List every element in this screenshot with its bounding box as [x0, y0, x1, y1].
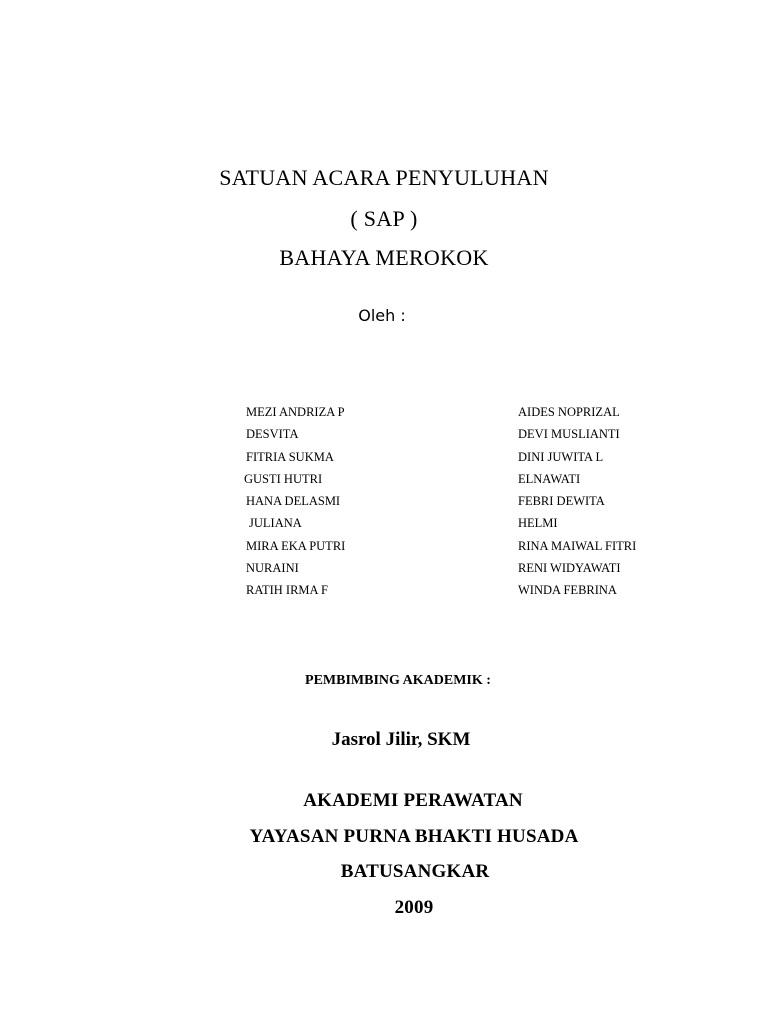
document-title-line-3: BAHAYA MEROKOK: [279, 245, 489, 270]
author-name: WINDA FEBRINA: [518, 583, 617, 598]
foundation-name: YAYASAN PURNA BHAKTI HUSADA: [249, 826, 579, 847]
author-name: RENI WIDYAWATI: [518, 561, 621, 576]
advisor-label: PEMBIMBING AKADEMIK :: [305, 673, 491, 688]
author-name: AIDES NOPRIZAL: [518, 405, 620, 419]
author-name: ELNAWATI: [518, 471, 581, 486]
authors-left-column: [246, 401, 345, 602]
author-name: DESVITA: [246, 427, 299, 442]
author-name: HANA DELASMI: [246, 494, 341, 509]
author-name: FITRIA SUKMA: [246, 449, 334, 464]
by-label: Oleh :: [358, 306, 406, 325]
author-name: DEVI MUSLIANTI: [518, 427, 620, 442]
author-name: RATIH IRMA F: [246, 583, 328, 598]
document-title-line-2: ( SAP ): [350, 206, 418, 231]
city-name: BATUSANGKAR: [340, 861, 490, 882]
author-name: MEZI ANDRIZA P: [246, 405, 345, 419]
authors-right-column: [518, 401, 636, 602]
document-title-line-1: SATUAN ACARA PENYULUHAN: [219, 165, 549, 190]
author-name: FEBRI DEWITA: [518, 494, 605, 509]
author-name: NURAINI: [246, 561, 299, 576]
author-name: MIRA EKA PUTRI: [246, 538, 346, 553]
year: 2009: [394, 897, 434, 918]
institution-name: AKADEMI PERAWATAN: [303, 790, 523, 811]
author-name: RINA MAIWAL FITRI: [518, 538, 637, 553]
advisor-name: Jasrol Jilir, SKM: [331, 729, 471, 750]
author-name: JULIANA: [249, 516, 302, 531]
author-name: GUSTI HUTRI: [244, 471, 323, 486]
author-name: DINI JUWITA L: [518, 449, 604, 464]
author-name: HELMI: [518, 516, 558, 531]
